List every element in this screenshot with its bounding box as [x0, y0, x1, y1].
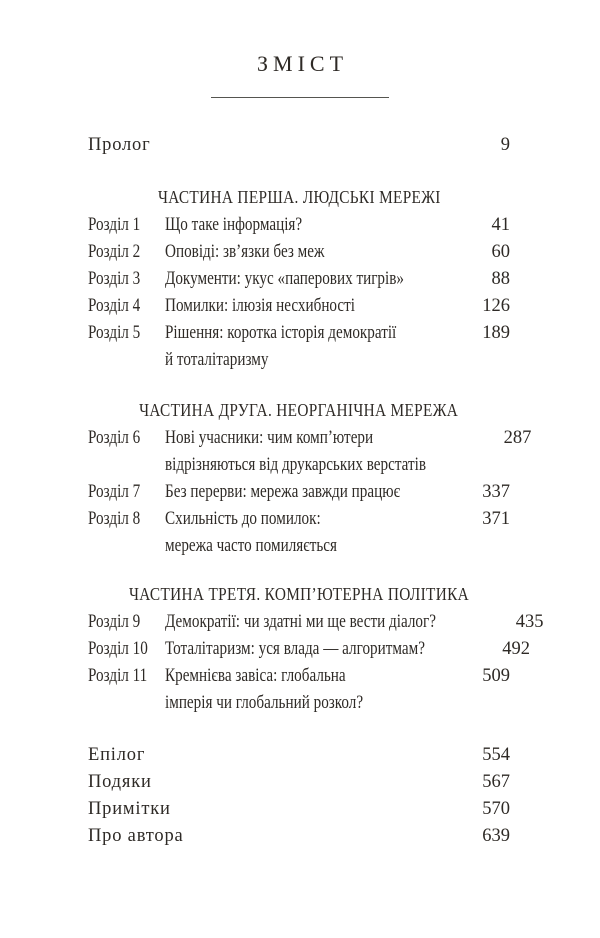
chapter-page-number: 492	[502, 639, 530, 659]
part-heading-3	[88, 581, 510, 609]
page-title: ЗМІСТ	[256, 51, 349, 76]
entry-label: Примітки	[88, 799, 171, 819]
toc-entry-about-author	[88, 823, 510, 850]
chapter-page-number: 88	[491, 269, 510, 289]
chapter-title: Документи: укус «паперових тигрів»	[165, 269, 404, 289]
chapter-title: Рішення: коротка історія демократії й тоталітаризму	[165, 323, 397, 370]
chapter-label: Розділ 7	[88, 482, 141, 502]
entry-page-number: 554	[482, 745, 510, 765]
entry-page-number: 570	[482, 799, 510, 819]
toc-entry-notes	[88, 796, 510, 823]
toc-entry-chapter-5	[88, 320, 510, 374]
entry-page-number: 9	[500, 135, 510, 155]
chapter-label: Розділ 6	[88, 428, 141, 448]
part-heading-2	[88, 397, 510, 425]
toc-entry-chapter-2	[88, 239, 510, 266]
chapter-label: Розділ 10	[88, 639, 148, 659]
chapter-page-number: 435	[515, 612, 544, 632]
chapter-page-number: 337	[482, 482, 510, 502]
chapter-title: Тоталітаризм: уся влада — алгоритмам?	[165, 639, 425, 659]
chapter-label: Розділ 11	[88, 666, 148, 686]
toc-entry-chapter-6	[88, 425, 532, 479]
chapter-page-number: 287	[503, 428, 532, 448]
chapter-label: Розділ 1	[88, 215, 141, 235]
toc-entry-epilogue	[88, 742, 510, 769]
chapter-title: Нові учасники: чим комп’ютери відрізняються від друкарських верстатів	[165, 428, 427, 475]
chapter-title: Кремнієва завіса: глобальна імперія чи глобальний розкол?	[165, 666, 364, 713]
toc-entry-acknowledgements	[88, 769, 510, 796]
chapter-label: Розділ 3	[88, 269, 141, 289]
chapter-title: Помилки: ілюзія несхибності	[165, 296, 355, 316]
toc-entry-chapter-7	[88, 479, 510, 506]
toc-entry-chapter-9	[88, 609, 544, 636]
entry-label: Про автора	[88, 826, 184, 846]
chapter-page-number: 509	[482, 666, 510, 686]
part-heading-text: ЧАСТИНА ПЕРША. ЛЮДСЬКІ МЕРЕЖІ	[157, 187, 441, 207]
part-heading-1	[88, 184, 510, 212]
toc-entry-chapter-11	[88, 663, 510, 717]
part-heading-text: ЧАСТИНА ДРУГА. НЕОРГАНІЧНА МЕРЕЖА	[139, 400, 459, 420]
toc-entry-chapter-1	[88, 212, 510, 239]
chapter-page-number: 126	[482, 296, 510, 316]
chapter-page-number: 41	[491, 215, 510, 235]
chapter-label: Розділ 8	[88, 509, 141, 529]
title-rule	[211, 97, 389, 98]
back-matter	[88, 742, 510, 850]
chapter-title: Без перерви: мережа завжди працює	[165, 482, 401, 502]
toc-entry-chapter-4	[88, 293, 510, 320]
toc-entry-chapter-3	[88, 266, 510, 293]
chapter-title: Схильність до помилок: мережа часто помиляється	[165, 509, 338, 556]
chapter-title: Що таке інформація?	[165, 215, 303, 235]
entry-label: Пролог	[88, 135, 151, 155]
chapter-title: Оповіді: зв’язки без меж	[165, 242, 325, 262]
part-heading-text: ЧАСТИНА ТРЕТЯ. КОМП’ЮТЕРНА ПОЛІТИКА	[128, 584, 470, 604]
chapter-page-number: 60	[491, 242, 510, 262]
chapter-label: Розділ 9	[88, 612, 141, 632]
entry-label: Подяки	[88, 772, 152, 792]
entry-page-number: 639	[482, 826, 510, 846]
entry-page-number: 567	[482, 772, 510, 792]
chapter-page-number: 371	[482, 509, 510, 529]
toc-entry-chapter-8	[88, 506, 510, 560]
entry-label: Епілог	[88, 745, 146, 765]
chapter-label: Розділ 5	[88, 323, 141, 343]
toc-entry-prologue	[88, 132, 510, 159]
chapter-title: Демократії: чи здатні ми ще вести діалог?	[165, 612, 436, 632]
chapter-label: Розділ 4	[88, 296, 141, 316]
chapter-label: Розділ 2	[88, 242, 141, 262]
toc-entry-chapter-10	[88, 636, 530, 663]
chapter-page-number: 189	[482, 323, 510, 343]
toc-entries	[88, 132, 544, 850]
